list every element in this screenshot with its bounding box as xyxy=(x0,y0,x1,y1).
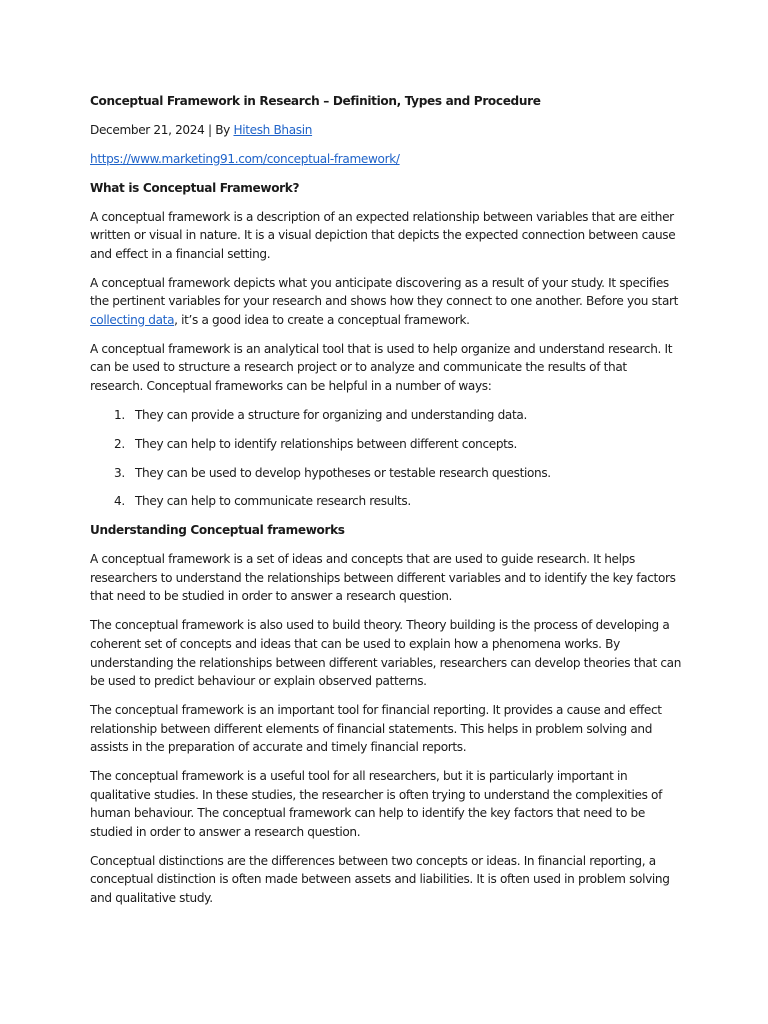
list-item-number: 4. xyxy=(114,494,125,509)
document-title: Conceptual Framework in Research – Definition, Types and Procedure xyxy=(90,94,541,108)
paragraph-anticipate xyxy=(90,274,682,330)
paragraph-definition: A conceptual framework is a description of an expected relationship between variables that are either written or visual in nature. It is a visual depiction that depicts the expected connection between cause and effect in a financial setting. xyxy=(90,209,676,261)
section-heading-what-is: What is Conceptual Framework? xyxy=(90,180,300,195)
list-item-text: They can help to communicate research results. xyxy=(135,494,411,509)
publish-date: December 21, 2024 xyxy=(90,122,205,137)
list-item-text: They can help to identify relationships between different concepts. xyxy=(135,436,518,451)
paragraph-analytical-tool: A conceptual framework is an analytical tool that is used to help organize and understand research. It can be used to structure a research project or to analyze and communicate the results of that research. Conceptual frameworks can be helpful in a number of ways: xyxy=(90,341,673,393)
document-page xyxy=(90,92,682,918)
list-item xyxy=(90,464,682,483)
list-item-number: 3. xyxy=(114,465,125,480)
list-item-number: 1. xyxy=(114,407,125,422)
byline-separator: | xyxy=(207,122,212,137)
list-item-text: They can be used to develop hypotheses or testable research questions. xyxy=(135,465,551,480)
paragraph-conceptual-distinctions: Conceptual distinctions are the differences between two concepts or ideas. In financial reporting, a conceptual distinction is often made between assets and liabilities. It is often used in problem solving and qualitative study. xyxy=(90,853,670,905)
source-url-line xyxy=(90,150,682,169)
source-url-link[interactable]: https://www.marketing91.com/conceptual-framework/ xyxy=(90,151,400,166)
paragraph-anticipate-tail: , it’s a good idea to create a conceptual framework. xyxy=(174,312,470,327)
byline xyxy=(90,121,682,140)
paragraph-qualitative-studies: The conceptual framework is a useful tool for all researchers, but it is particularly important in qualitative studies. In these studies, the researcher is often trying to understand the complexities of human behaviour. The conceptual framework can help to identify the key factors that need to be studied in order to answer a research question. xyxy=(90,769,662,839)
section-heading-understanding: Understanding Conceptual frameworks xyxy=(90,523,345,538)
list-item xyxy=(90,435,682,454)
byline-by: By xyxy=(215,122,230,137)
list-item xyxy=(90,406,682,425)
paragraph-guide-research: A conceptual framework is a set of ideas and concepts that are used to guide research. It helps researchers to understand the relationships between different variables and to identify the key factors that need to be studied in order to answer a research question. xyxy=(90,552,676,604)
author-link[interactable]: Hitesh Bhasin xyxy=(233,122,313,137)
list-item-number: 2. xyxy=(114,436,125,451)
paragraph-build-theory: The conceptual framework is also used to build theory. Theory building is the process of developing a coherent set of concepts and ideas that can be used to explain how a phenomena works. By understanding the relationships between different variables, researchers can develop theories that can be used to predict behaviour or explain observed patterns. xyxy=(90,618,682,689)
numbered-list xyxy=(90,406,682,511)
list-item-text: They can provide a structure for organizing and understanding data. xyxy=(135,407,527,422)
paragraph-anticipate-text: A conceptual framework depicts what you anticipate discovering as a result of your study. It specifies the pertinent variables for your research and shows how they connect to one another. Before you start xyxy=(90,275,679,309)
list-item xyxy=(90,492,682,511)
collecting-data-link[interactable]: collecting data xyxy=(90,312,175,327)
paragraph-financial-reporting: The conceptual framework is an important tool for financial reporting. It provides a cause and effect relationship between different elements of financial statements. This helps in problem solving and assists in the preparation of accurate and timely financial reports. xyxy=(90,703,662,755)
